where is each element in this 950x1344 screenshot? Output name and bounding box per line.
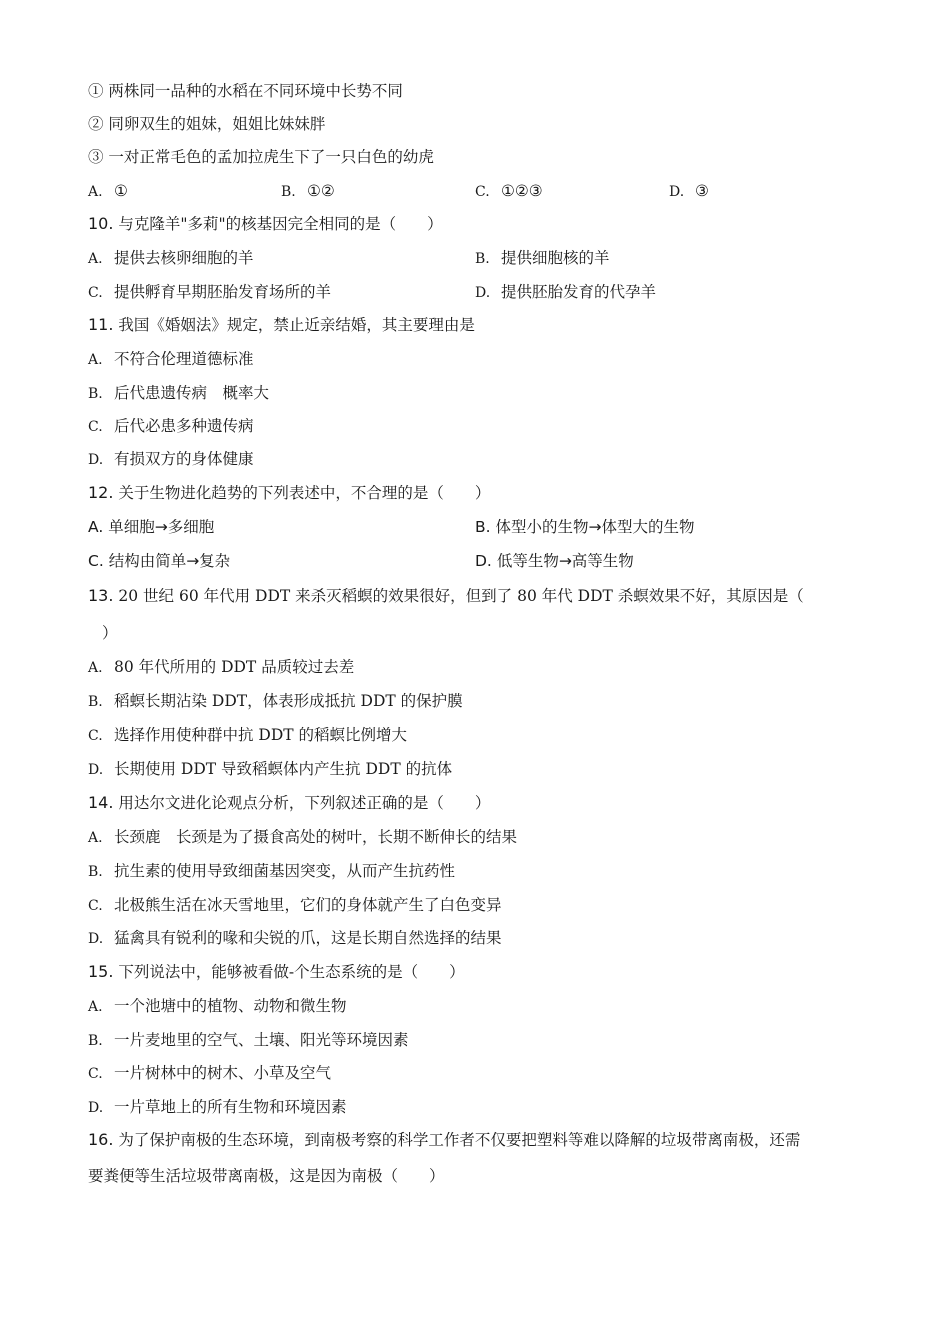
q13-option-b: B. 稻螟长期沾染 DDT，体表形成抵抗 DDT 的保护膜 xyxy=(88,692,463,710)
q9-option-a: A. ① xyxy=(88,182,128,200)
q13-stem-cont: ） xyxy=(102,624,118,642)
q10-stem: 10. 与克隆羊"多莉"的核基因完全相同的是（ ） xyxy=(88,214,443,233)
q10-option-a: A. 提供去核卵细胞的羊 xyxy=(88,249,254,267)
q12-option-b: B. 体型小的生物→体型大的生物 xyxy=(475,518,695,536)
q9-option-c: C. ①②③ xyxy=(475,182,543,200)
q13-option-c: C. 选择作用使种群中抗 DDT 的稻螟比例增大 xyxy=(88,726,408,744)
q12-option-a: A. 单细胞→多细胞 xyxy=(88,518,215,536)
q15-option-a: A. 一个池塘中的植物、动物和微生物 xyxy=(88,997,347,1015)
q14-stem: 14. 用达尔文进化论观点分析，下列叙述正确的是（ ） xyxy=(88,793,491,812)
q15-stem: 15. 下列说法中，能够被看做-个生态系统的是（ ） xyxy=(88,962,465,981)
q14-option-a: A. 长颈鹿 长颈是为了摄食高处的树叶，长期不断伸长的结果 xyxy=(88,828,518,846)
q13-stem: 13. 20 世纪 60 年代用 DDT 来杀灭稻螟的效果很好，但到了 80 年代 DDT 杀螟效果不好，其原因是（ xyxy=(88,586,804,605)
q15-option-c: C. 一片树林中的树木、小草及空气 xyxy=(88,1064,332,1082)
q15-option-d: D. 一片草地上的所有生物和环境因素 xyxy=(88,1098,347,1116)
q10-option-c: C. 提供孵育早期胚胎发育场所的羊 xyxy=(88,283,332,301)
q11-stem: 11. 我国《婚姻法》规定，禁止近亲结婚，其主要理由是 xyxy=(88,315,475,334)
q12-option-c: C. 结构由简单→复杂 xyxy=(88,552,231,570)
q14-option-b: B. 抗生素的使用导致细菌基因突变，从而产生抗药性 xyxy=(88,862,456,880)
q15-option-b: B. 一片麦地里的空气、土壤、阳光等环境因素 xyxy=(88,1031,409,1049)
q9-item-2: ② 同卵双生的姐妹，姐姐比妹妹胖 xyxy=(88,115,326,133)
q9-option-b: B. ①② xyxy=(281,182,335,200)
q11-option-c: C. 后代必患多种遗传病 xyxy=(88,417,254,435)
q9-item-1: ① 两株同一品种的水稻在不同环境中长势不同 xyxy=(88,82,403,100)
q13-option-d: D. 长期使用 DDT 导致稻螟体内产生抗 DDT 的抗体 xyxy=(88,760,453,778)
q12-stem: 12. 关于生物进化趋势的下列表述中，不合理的是（ ） xyxy=(88,483,491,502)
q13-option-a: A. 80 年代所用的 DDT 品质较过去差 xyxy=(88,658,355,676)
q11-option-a: A. 不符合伦理道德标准 xyxy=(88,350,254,368)
q12-option-d: D. 低等生物→高等生物 xyxy=(475,552,634,570)
q9-option-d: D. ③ xyxy=(669,182,709,200)
q16-stem: 16. 为了保护南极的生态环境，到南极考察的科学工作者不仅要把塑料等难以降解的垃圾带离南极，还需 xyxy=(88,1130,801,1149)
q16-stem-cont: 要粪便等生活垃圾带离南极，这是因为南极（ ） xyxy=(88,1167,445,1185)
q14-option-c: C. 北极熊生活在冰天雪地里，它们的身体就产生了白色变异 xyxy=(88,896,502,914)
q10-option-b: B. 提供细胞核的羊 xyxy=(475,249,610,267)
q9-item-3: ③ 一对正常毛色的孟加拉虎生下了一只白色的幼虎 xyxy=(88,148,434,166)
q14-option-d: D. 猛禽具有锐利的喙和尖锐的爪，这是长期自然选择的结果 xyxy=(88,929,502,947)
q10-option-d: D. 提供胚胎发育的代孕羊 xyxy=(475,283,657,301)
q11-option-b: B. 后代患遗传病 概率大 xyxy=(88,384,270,402)
q11-option-d: D. 有损双方的身体健康 xyxy=(88,450,254,468)
